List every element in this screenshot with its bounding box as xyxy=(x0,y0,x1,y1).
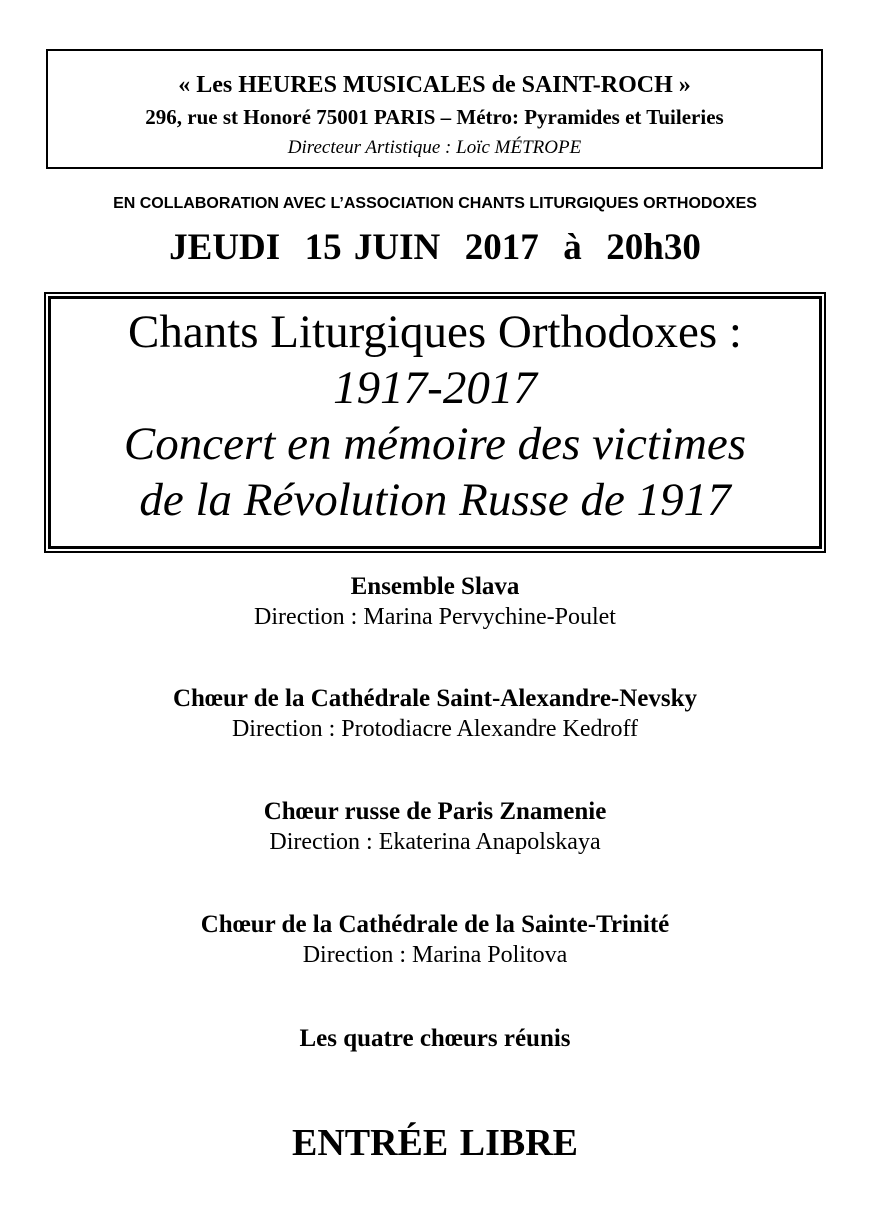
event-title-line-3: Concert en mémoire des victimes xyxy=(123,418,747,470)
free-entry-line: ENTRÉE LIBRE xyxy=(291,1122,579,1164)
ensemble-name: Chœur de la Cathédrale de la Sainte-Trinité xyxy=(200,911,670,938)
ensemble-name: Ensemble Slava xyxy=(350,573,520,600)
event-title-box xyxy=(44,292,826,553)
ensemble-direction: Direction : Ekaterina Anapolskaya xyxy=(269,829,601,855)
event-date: JEUDI 15 JUIN 2017 à 20h30 xyxy=(169,227,701,268)
ensemble-name: Chœur russe de Paris Znamenie xyxy=(263,798,607,825)
header-box xyxy=(46,49,823,169)
ensemble-group-znamenie xyxy=(0,797,870,857)
ensemble-name: Chœur de la Cathédrale Saint-Alexandre-Nevsky xyxy=(172,685,698,712)
ensemble-direction: Direction : Marina Pervychine-Poulet xyxy=(254,604,616,630)
event-title-line-2: 1917-2017 xyxy=(333,362,537,414)
ensemble-group-trinite xyxy=(0,910,870,970)
ensemble-direction: Direction : Protodiacre Alexandre Kedroff xyxy=(231,716,639,742)
header-director: Directeur Artistique : Loïc MÉTROPE xyxy=(287,137,582,158)
event-title-box-inner xyxy=(48,296,822,549)
header-title: « Les HEURES MUSICALES de SAINT-ROCH » xyxy=(178,72,691,98)
header-address: 296, rue st Honoré 75001 PARIS – Métro: Pyramides et Tuileries xyxy=(145,105,724,129)
collaboration-line: EN COLLABORATION AVEC L’ASSOCIATION CHANTS LITURGIQUES ORTHODOXES xyxy=(113,195,757,212)
ensemble-direction: Direction : Marina Politova xyxy=(302,942,568,968)
finale-line: Les quatre chœurs réunis xyxy=(299,1025,571,1052)
ensemble-group-slava xyxy=(0,572,870,632)
event-title-line-1: Chants Liturgiques Orthodoxes : xyxy=(127,306,742,358)
ensemble-group-nevsky xyxy=(0,684,870,744)
event-title-line-4: de la Révolution Russe de 1917 xyxy=(139,474,731,526)
